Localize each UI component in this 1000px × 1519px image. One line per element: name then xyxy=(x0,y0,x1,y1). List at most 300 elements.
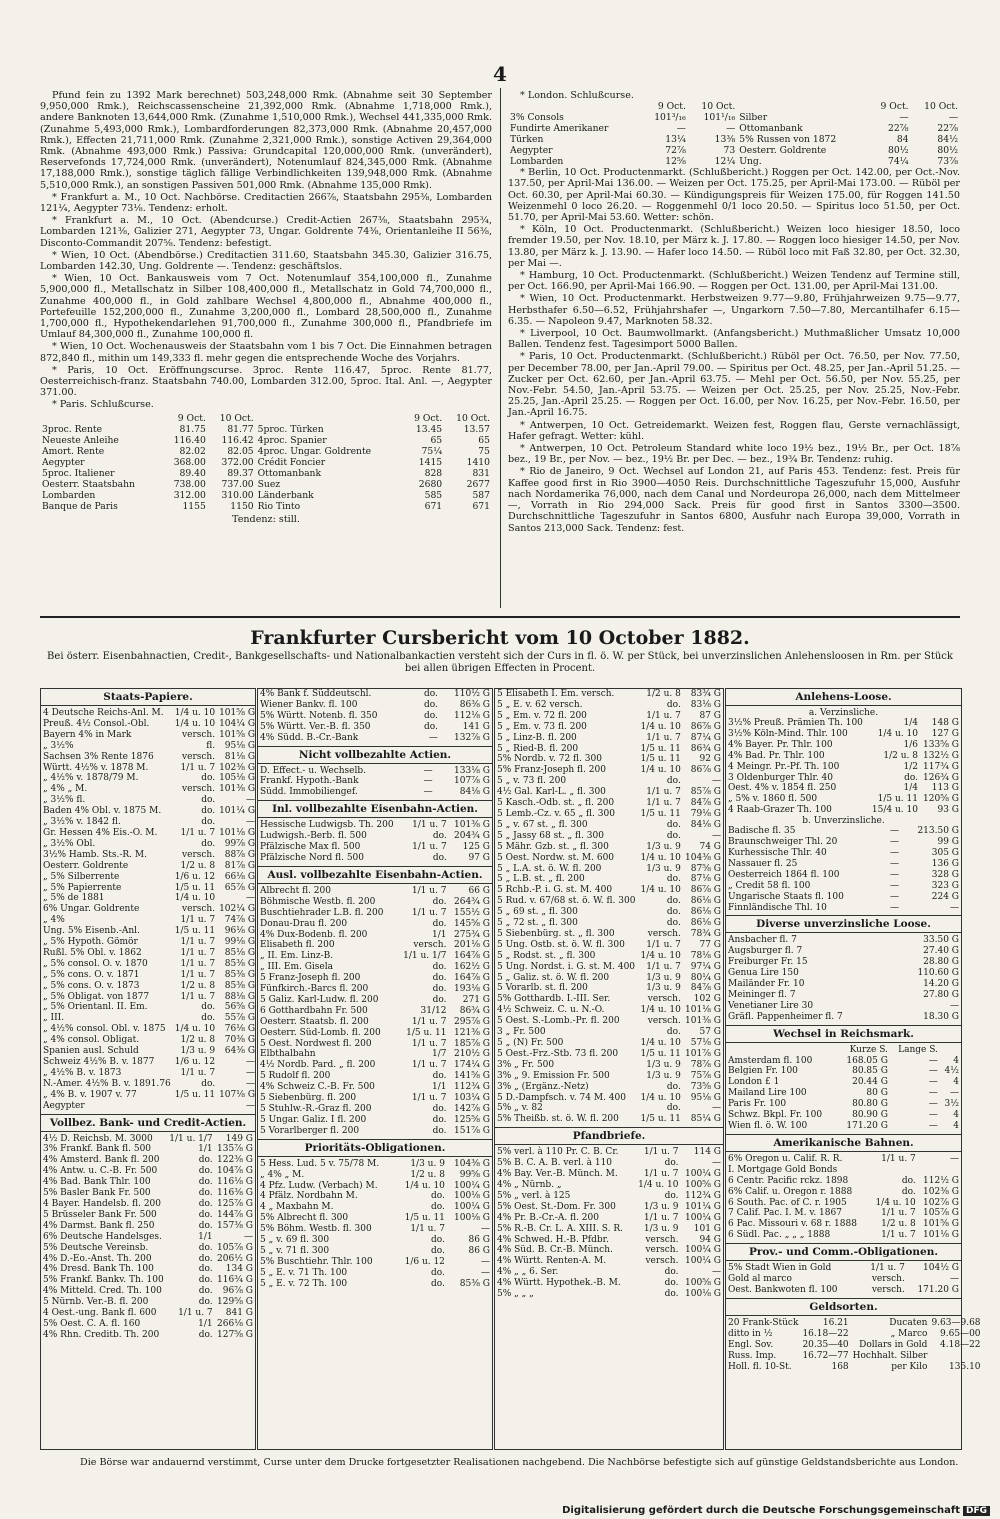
wechsel-cell: Belgien Fr. 100 xyxy=(728,1066,798,1077)
prio2-cell: 5 „ Galiz. st. ö. W. fl. 200 xyxy=(497,972,610,983)
bank-cell: do. xyxy=(198,1264,213,1275)
prio2-row xyxy=(495,885,723,896)
pfand-cell: do. xyxy=(664,1190,679,1201)
dfg-logo-icon: DFG xyxy=(963,1506,990,1516)
london-value: 72⅞ xyxy=(665,145,686,157)
paris-date-1: 9 Oct. xyxy=(177,412,206,424)
ausl-row xyxy=(258,930,492,941)
prio2-cell: 3% „ (Ergänz.-Netz) xyxy=(497,1081,589,1092)
prio2-cell: 87¼ G xyxy=(690,732,721,743)
paris-row xyxy=(40,501,492,512)
loose2-cell: 99 G xyxy=(937,837,959,848)
prio2-cell: 1/1 u. 7 xyxy=(646,732,681,743)
paris-date-2b: 10 Oct. xyxy=(456,412,490,424)
paris-value: 116.40 xyxy=(173,434,206,446)
london-row xyxy=(508,134,960,145)
kurs-column-2 xyxy=(257,688,493,1450)
ausl-row xyxy=(258,1093,492,1104)
prio2-cell: 1/4 u. 10 xyxy=(640,852,681,863)
prio2-row xyxy=(495,1071,723,1082)
ausl-cell: 5 Ungar. Galiz. I fl. 200 xyxy=(260,1114,367,1125)
loose2-cell: — xyxy=(889,869,899,880)
pfand-table xyxy=(495,1147,723,1300)
bank-row xyxy=(41,1275,255,1286)
paris-value: 587 xyxy=(472,489,490,501)
prio2-cell: 5% Gotthardb. I.-III. Ser. xyxy=(497,994,611,1005)
prio2-row xyxy=(495,994,723,1005)
staats-cell: 55⅞ G xyxy=(224,1013,256,1024)
prio2-cell: do. xyxy=(666,907,681,918)
ausl-cell: Oesterr. Staatsb. fl. 200 xyxy=(260,1016,369,1027)
nicht-row xyxy=(258,766,492,777)
staats-row xyxy=(41,861,257,872)
pfand-cell: 5% verl. à 110 Pr. C. B. Cr. xyxy=(497,1147,619,1158)
ausl-cell: Elisabeth fl. 200 xyxy=(260,940,335,951)
inl-cell: Ludwigsh.-Berb. fl. 500 xyxy=(260,831,367,842)
amerika-cell: I. Mortgage Gold Bonds xyxy=(728,1164,838,1175)
ausl-row xyxy=(258,886,492,897)
prov-section-title: Prov.- und Comm.-Obligationen. xyxy=(726,1243,961,1261)
prio2-row xyxy=(495,689,723,700)
prio-cell: 85⅜ G xyxy=(459,1278,490,1289)
prio2-row xyxy=(495,820,723,831)
inl-cell: Pfälzische Max fl. 500 xyxy=(260,842,361,853)
paris-quotes-table xyxy=(40,413,492,512)
prio2-row xyxy=(495,809,723,820)
bank-cell: 4% Bad. Bank Thlr. 100 xyxy=(43,1177,151,1188)
prio2-row xyxy=(495,1038,723,1049)
staats-cell: 1/1 u. 7 xyxy=(180,958,216,969)
wechsel-cell: — xyxy=(928,1088,938,1099)
diverse-cell: Venetianer Lire 30 xyxy=(728,1000,814,1011)
pfand-row xyxy=(495,1202,723,1213)
bank-cell: 4 Bayer. Handelsb. fl. 200 xyxy=(43,1198,161,1209)
left-news-column xyxy=(40,90,492,525)
geld-cell: 135.10 xyxy=(949,1361,981,1372)
paris-name: Crédit Foncier xyxy=(257,456,326,468)
wechsel-table xyxy=(726,1045,961,1132)
staats-row xyxy=(41,1090,257,1101)
amerika-section-title: Amerikanische Bahnen. xyxy=(726,1134,961,1152)
inl-cell: Hessische Ludwigsb. Th. 200 xyxy=(260,820,394,831)
staats-cell: 104¼ G xyxy=(219,718,256,729)
loose-cell: 1/4 u. 10 xyxy=(877,728,918,739)
pfand-row xyxy=(495,1278,723,1289)
bankact-cell: do. xyxy=(423,721,438,732)
bank-cell: 4% D.-Eo.-Anst. Th. 200 xyxy=(43,1253,152,1264)
prio2-cell: 73⅝ G xyxy=(690,1081,721,1092)
prio-cell: 5 „ v. 69 fl. 300 xyxy=(260,1235,330,1246)
nicht-cell: — xyxy=(423,765,433,776)
prio-cell: do. xyxy=(431,1235,445,1246)
news-paragraph: * Paris, 10 Oct. Productenmarkt. (Schlußbericht.) Rüböl per Oct. 76.50, per Nov. 77.50, per December 78.00, per Jan.-April 79.00. — Spiritus per Oct. 48.25, per Jan.-April 51.25. — Zucker per Oct. 62.60, per Jan.-April 63.75. — Mehl per Oct. 56.50, per Nov. 55.25, per Nov.-Febr. 54.50, Jan.-April 53.75. — Weizen per Oct. 25.25, per Nov. 25.25, Nov.-Febr. 25.25, Jan.-April 25.25. — Roggen per Oct. 16.00, per Nov. 16.25, per Nov.-Febr. 16.50, per Jan.-April 16.75. xyxy=(508,351,960,419)
loose2-cell: 213.50 G xyxy=(917,826,959,837)
prio2-row xyxy=(495,1016,723,1027)
staats-cell: 1/1 u. 7 xyxy=(180,969,216,980)
prio2-cell: 87⅝ G xyxy=(690,863,721,874)
prio2-cell: 85⅞ G xyxy=(690,787,721,798)
prio2-cell: do. xyxy=(666,874,681,885)
staats-cell: versch. xyxy=(182,849,216,860)
amerika-row xyxy=(726,1187,961,1198)
bank-cell: 105⅞ G xyxy=(217,1242,253,1253)
staats-cell xyxy=(173,1101,217,1112)
loose2-cell: 305 G xyxy=(931,847,959,858)
bank-cell: 122⅜ G xyxy=(217,1155,253,1166)
prio2-cell: 5 „ Ried-B. fl. 200 xyxy=(497,743,579,754)
ausl-cell: do. xyxy=(432,1114,447,1125)
nicht-cell: D. Effect.- u. Wechselb. xyxy=(260,765,366,776)
loose-cell: 4 Meingr. Pr.-Pf. Th. 100 xyxy=(728,761,840,772)
geld-cell: 4.18—22 xyxy=(940,1339,981,1350)
pfand-cell: 1/3 u. 9 xyxy=(643,1201,679,1212)
pfand-cell: 1/1 u. 7 xyxy=(643,1169,679,1180)
staats-cell: versch. xyxy=(182,784,216,795)
prio2-cell: 3 „ Fr. 500 xyxy=(497,1027,546,1038)
staats-cell: — xyxy=(246,817,256,828)
wechsel-cell: 20.44 G xyxy=(852,1077,888,1088)
bankact-row xyxy=(258,733,492,744)
london-value: — xyxy=(948,112,958,124)
ausl-cell: 1/5 u. 11 xyxy=(406,1027,447,1038)
nicht-cell: Südd. Immobiliengef. xyxy=(260,787,358,798)
wechsel-row xyxy=(726,1088,961,1099)
prio2-cell: 101⅞ G xyxy=(685,1048,721,1059)
geld-cell: 9.63—9.68 xyxy=(931,1317,981,1328)
pfand-cell: 1/1 u. 7 xyxy=(643,1212,679,1223)
loose2-cell: Nassauer fl. 25 xyxy=(728,858,798,869)
bank-cell: 4½ D. Reichsb. M. 3000 xyxy=(43,1133,153,1144)
paris-name: Länderbank xyxy=(257,489,314,501)
wechsel-cell: 80 G xyxy=(866,1088,888,1099)
pfand-cell: 1/1 u. 7 xyxy=(643,1147,679,1158)
loose-row xyxy=(726,794,961,805)
ausl-cell: 210½ G xyxy=(454,1049,490,1060)
loose-cell: 15/4 u. 10 xyxy=(871,805,918,816)
inl-cell: 204¾ G xyxy=(454,831,490,842)
bank-cell: 5% Frankf. Bankv. Th. 100 xyxy=(43,1275,164,1286)
staats-cell: „ 4% xyxy=(43,915,65,926)
staats-cell: „ 3½% Obl. xyxy=(43,838,96,849)
loose2-cell: — xyxy=(889,891,899,902)
paris-value: 89.40 xyxy=(179,467,206,479)
ausl-row xyxy=(258,1017,492,1028)
staats-cell: do. xyxy=(201,817,216,828)
nicht-cell: 84⅛ G xyxy=(459,787,490,798)
loose-cell: 117¾ G xyxy=(923,761,959,772)
london-value: 84 xyxy=(896,134,909,146)
inl-row xyxy=(258,831,492,842)
bank-cell: 5% Deutsche Vereinsb. xyxy=(43,1242,149,1253)
staats-cell: 3½% Hamb. Sts.-R. M. xyxy=(43,849,147,860)
prio2-row xyxy=(495,853,723,864)
paris-value: 2677 xyxy=(466,478,490,490)
pfand-cell: 5% R.-B. Cr. L. A. XIII. S. R. xyxy=(497,1223,623,1234)
ausl-row xyxy=(258,1082,492,1093)
staats-cell: do. xyxy=(201,806,216,817)
prio2-cell: 83⅛ G xyxy=(690,699,721,710)
staats-cell: 1/6 u. 12 xyxy=(174,871,216,882)
paris-value: 116.42 xyxy=(221,434,254,446)
prio2-cell: do. xyxy=(666,819,681,830)
london-date-1: 9 Oct. xyxy=(657,101,686,113)
loose-cell: 148 G xyxy=(931,718,959,728)
ausl-row xyxy=(258,1126,492,1137)
bankact-row xyxy=(258,711,492,722)
staats-row xyxy=(41,1057,257,1068)
bank-cell: do. xyxy=(198,1286,213,1297)
ausl-cell: do. xyxy=(432,896,447,907)
prov-row xyxy=(726,1263,961,1274)
prio2-row xyxy=(495,962,723,973)
geld-cell: Hochhalt. Silber xyxy=(852,1350,928,1361)
amerika-cell: — xyxy=(950,1153,959,1164)
wechsel-cell xyxy=(940,1045,961,1056)
paris-value: 831 xyxy=(472,467,490,479)
staats-cell: versch. xyxy=(182,904,216,915)
loose-cell: 4% Bad. Pr. Thlr. 100 xyxy=(728,750,825,761)
bankact-cell: do. xyxy=(423,699,438,710)
loose-cell: 1/2 xyxy=(903,761,918,772)
prio-cell: 5 „ E. v. 71 Th. 100 xyxy=(260,1267,348,1278)
prio2-row xyxy=(495,733,723,744)
ausl-cell: 5 Stuhlw.-R.-Graz fl. 200 xyxy=(260,1104,372,1114)
loose2-cell: 328 G xyxy=(931,869,959,880)
diverse-row xyxy=(726,1001,961,1012)
loose-cell: 132½ G xyxy=(923,750,959,761)
loose-row xyxy=(726,762,961,773)
bankact-cell: 112⅛ G xyxy=(454,710,490,721)
loose-row xyxy=(726,729,961,740)
ausl-row xyxy=(258,962,492,973)
ausl-cell: 4% Dux-Bodenb. fl. 200 xyxy=(260,929,368,940)
prio2-cell: 5 „ v. 67 st. „ fl. 300 xyxy=(497,819,588,830)
prio2-cell: 1/5 u. 11 xyxy=(640,754,681,765)
staats-cell: „ 5% cons. O. v. 1871 xyxy=(43,969,140,980)
prio2-cell: 104⅜ G xyxy=(685,852,721,863)
staats-row xyxy=(41,1079,257,1090)
staats-row xyxy=(41,795,257,806)
paris-value: 82.02 xyxy=(179,445,206,457)
bankact-cell: 4% Südd. B.-Cr.-Bank xyxy=(260,732,359,743)
ausl-cell: 141⅝ G xyxy=(454,1071,490,1082)
paris-name: Oesterr. Staatsbahn xyxy=(42,478,135,490)
pfand-cell: 100¼ G xyxy=(685,1169,721,1180)
ausl-cell: 1/1 u. 7 xyxy=(411,907,447,918)
paris-name: Ottomanbank xyxy=(257,467,322,479)
ausl-cell: 193⅛ G xyxy=(454,984,490,995)
inl-cell: 97 G xyxy=(468,852,490,863)
pfand-cell: 101¼ G xyxy=(685,1201,721,1212)
pfand-cell: do. xyxy=(664,1278,679,1289)
staats-cell: Baden 4% Obl. v. 1875 M. xyxy=(43,806,162,817)
loose-table xyxy=(726,718,961,816)
staats-row xyxy=(41,752,257,763)
bank-row xyxy=(41,1319,255,1330)
pfand-cell: 4% Pr. B.-Cr.-A. fl. 200 xyxy=(497,1212,599,1223)
bank-cell: 3% Frankf. Bank fl. 500 xyxy=(43,1144,152,1155)
prio2-cell: 1/2 u. 8 xyxy=(646,689,681,699)
staats-cell: 4 Deutsche Reichs-Anl. M. xyxy=(43,708,164,718)
prio2-cell: 77 G xyxy=(699,939,721,950)
ausl-cell: 275¾ G xyxy=(454,929,490,940)
staats-cell: 88⅛ G xyxy=(224,991,256,1002)
bank-cell: do. xyxy=(198,1253,213,1264)
prio2-cell: do. xyxy=(666,1103,681,1114)
wechsel-cell: 168.05 G xyxy=(846,1055,888,1066)
prio2-cell: 5 Oest. Nordw. st. M. 600 xyxy=(497,852,615,863)
staats-cell: „ 4½% v. 1878/79 M. xyxy=(43,773,139,784)
prio2-cell: 5 Oest.-Frz.-Stb. 73 fl. 200 xyxy=(497,1048,619,1059)
bankact-cell: 110½ G xyxy=(454,689,490,699)
news-paragraph: Pfund fein zu 1392 Mark berechnet) 503,248,000 Rmk. (Abnahme seit 30 September 9,950,000 Rmk.), Reichscassenscheine 21,392,000 Rmk. (Abnahme 1,718,000 Rmk.), andere Banknoten 13,644,000 Rmk. (Zunahme 1,510,000 Rmk.), Wechsel 441,335,000 Rmk. (Zunahme 5,493,000 Rmk.), Lombardforderungen 82,373,000 Rmk. (Abnahme 20,457,000 Rmk.), Effecten 21,711,000 Rmk. (Zunahme 2,321,000 Rmk.), sonstige Activen 29,364,000 Rmk. (Abnahme 493,000 Rmk.) Passiva: Grundcapital 120,000,000 Rmk. (unverändert), Reservefonds 17,724,000 Rmk. (unverändert), Notenumlauf 824,345,000 Rmk. (Abnahme 17,188,000 Rmk.), sonstige täglich fällige Verbindlichkeiten 139,948,000 Rmk. (Abnahme 5,510,000 Rmk.), an sonstigen Passiven 501,000 Rmk. (Abnahme 135,000 Rmk). xyxy=(40,90,492,191)
inl-cell: 1/1 u. 7 xyxy=(412,820,447,831)
loose2-cell: Ungarische Staats fl. 100 xyxy=(728,891,844,902)
prio2-cell: 5 Siebenbürg. st. „ fl. 300 xyxy=(497,928,615,939)
geld-cell: 16.21 xyxy=(822,1317,849,1328)
bank-cell: do. xyxy=(198,1166,213,1177)
bank-row xyxy=(41,1330,255,1341)
loose-cell: 120⅝ G xyxy=(923,794,959,805)
staats-cell: Schweiz 4½% B. v. 1877 xyxy=(43,1057,155,1067)
bank-cell: 5% Basler Bank Fr. 500 xyxy=(43,1188,151,1199)
ausl-row xyxy=(258,940,492,951)
bank-cell: 157⅜ G xyxy=(217,1220,253,1231)
london-value: 80½ xyxy=(887,145,909,157)
paris-value: 75¼ xyxy=(421,445,443,457)
amerika-row xyxy=(726,1198,961,1209)
ausl-cell: 5 Vorarlberger fl. 200 xyxy=(260,1125,360,1136)
bank-cell: 116⅛ G xyxy=(217,1177,253,1188)
staats-cell: Sachsen 3% Rente 1876 xyxy=(43,751,154,762)
prio2-table xyxy=(495,689,723,1125)
staats-cell: 101¼ G xyxy=(219,806,256,817)
pfand-cell: 4% Schwed. H.-B. Pfdbr. xyxy=(497,1234,609,1245)
staats-cell: 99⅞ G xyxy=(224,838,256,849)
pfand-cell: 100⅛ G xyxy=(685,1289,721,1300)
loose-cell: 127 G xyxy=(931,728,959,739)
ausl-row xyxy=(258,973,492,984)
loose-cell: 1/4 xyxy=(903,783,918,794)
ausl-cell: 6 Gotthardbahn Fr. 500 xyxy=(260,1005,368,1016)
news-paragraph: * Frankfurt a. M., 10 Oct. (Abendcurse.) Credit-Actien 267⅜, Staatsbahn 295¾, Lombarden 121⅜, Galizier 271, Aegypter 73, Ungar. Goldrente 74⅜, Orientanleihe II 56⅜, Disconto-Commandit 207⅝. Tendenz: befestigt. xyxy=(40,215,492,249)
staats-cell: Gr. Hessen 4% Eis.-O. M. xyxy=(43,827,158,838)
pfand-row xyxy=(495,1256,723,1267)
prio2-row xyxy=(495,973,723,984)
london-value: 101¹/₁₆ xyxy=(703,112,736,124)
prio2-cell: do. xyxy=(666,830,681,841)
staats-cell: 95⅛ G xyxy=(224,740,256,751)
paris-value: 585 xyxy=(424,489,443,501)
bank-cell: 116⅜ G xyxy=(217,1188,253,1199)
staats-row xyxy=(41,828,257,839)
paris-name: Banque de Paris xyxy=(42,500,118,512)
geld-row xyxy=(726,1318,983,1329)
amerika-row xyxy=(726,1208,961,1219)
ausl-cell: 86¾ G xyxy=(459,1005,490,1016)
bank-cell: do. xyxy=(198,1220,213,1231)
prio2-cell: 78⅛ G xyxy=(690,950,721,961)
staats-cell: „ 3½% v. 1842 fl. xyxy=(43,817,121,828)
staats-cell: 1/2 u. 8 xyxy=(180,1035,216,1046)
london-name: Oesterr. Goldrente xyxy=(739,145,827,157)
prio2-row xyxy=(495,754,723,765)
pfand-cell: 4% „ „ 6. Ser. xyxy=(497,1267,559,1278)
prio2-cell: 78¾ G xyxy=(690,928,721,939)
ausl-cell: 1/7 xyxy=(431,1049,447,1060)
loose2-cell: Kurhessische Thlr. 40 xyxy=(728,847,827,858)
staats-row xyxy=(41,817,257,828)
ausl-cell: 164⅞ G xyxy=(454,951,490,962)
wechsel-cell: 171.20 G xyxy=(846,1121,888,1131)
london-value: 73 xyxy=(723,145,736,157)
wechsel-cell: 4 xyxy=(953,1110,959,1121)
london-row xyxy=(508,123,960,134)
paris-value: 1155 xyxy=(182,500,206,512)
prio-cell: 5% Albrecht fl. 300 xyxy=(260,1213,349,1224)
pfand-cell: 1/4 u. 10 xyxy=(638,1179,679,1190)
staats-section-title: Staats-Papiere. xyxy=(41,689,255,706)
prio2-cell: 5 Rchb.-P. i. G. st. M. 400 xyxy=(497,885,613,896)
prio2-cell: do. xyxy=(666,1027,681,1038)
geld-cell: 9.65—00 xyxy=(940,1328,981,1339)
bank-cell: 149 G xyxy=(225,1133,253,1144)
staats-cell: 56⅝ G xyxy=(224,1002,256,1013)
prio-row xyxy=(258,1191,492,1202)
prov-cell: — xyxy=(950,1274,959,1285)
paris-value: 13.57 xyxy=(463,423,490,435)
bankact-cell: 141 G xyxy=(462,721,490,732)
ausl-cell: „ III. Em. Gisela xyxy=(260,962,333,973)
bank-row xyxy=(41,1243,255,1254)
geld-cell: 20.35—40 xyxy=(802,1339,849,1350)
bankact-cell: Wiener Bankv. fl. 100 xyxy=(260,699,358,710)
amerika-cell: 112½ G xyxy=(923,1175,959,1186)
loose-cell: „ 5% v. 1860 fl. 500 xyxy=(728,794,818,805)
staats-cell: „ 3½% xyxy=(43,740,74,751)
staats-cell: do. xyxy=(201,838,216,849)
bankact-table xyxy=(258,689,492,744)
prio-cell: 100¼ G xyxy=(454,1202,490,1213)
prio2-cell: 5 „ E. v. 62 versch. xyxy=(497,699,583,710)
london-name: Ottomanbank xyxy=(739,123,803,135)
bank-row xyxy=(41,1134,255,1145)
staats-cell: „ 4½% B. v. 1873 xyxy=(43,1067,122,1078)
staats-cell: 74⅞ G xyxy=(224,915,256,926)
staats-row xyxy=(41,773,257,784)
pfand-row xyxy=(495,1267,723,1278)
bank-cell: 206½ G xyxy=(217,1253,253,1264)
ausl-cell: 5 Rudolf fl. 200 xyxy=(260,1071,331,1082)
prio2-cell: do. xyxy=(666,896,681,907)
geld-cell: Holl. fl. 10-St. xyxy=(728,1361,792,1372)
loose2-cell: — xyxy=(889,902,899,913)
staats-row xyxy=(41,981,257,992)
amerika-cell: 6 Pac. Missouri v. 68 r. 1888 xyxy=(728,1219,857,1230)
bank-table xyxy=(41,1134,255,1341)
prio2-cell: 95⅛ G xyxy=(690,1092,721,1103)
bank-row xyxy=(41,1188,255,1199)
staats-cell: „ 5% Hypoth. Gömör xyxy=(43,937,138,948)
bank-cell: 134 G xyxy=(225,1264,253,1275)
staats-row xyxy=(41,784,257,795)
paris-tendenz: Tendenz: still. xyxy=(232,513,300,525)
prio2-row xyxy=(495,744,723,755)
pfand-section-title: Pfandbriefe. xyxy=(495,1127,723,1145)
prio2-cell: 1/5 u. 11 xyxy=(640,1114,681,1125)
paris-name: Aegypter xyxy=(42,456,85,468)
prio2-cell: 5% „ v. 82 xyxy=(497,1103,543,1114)
